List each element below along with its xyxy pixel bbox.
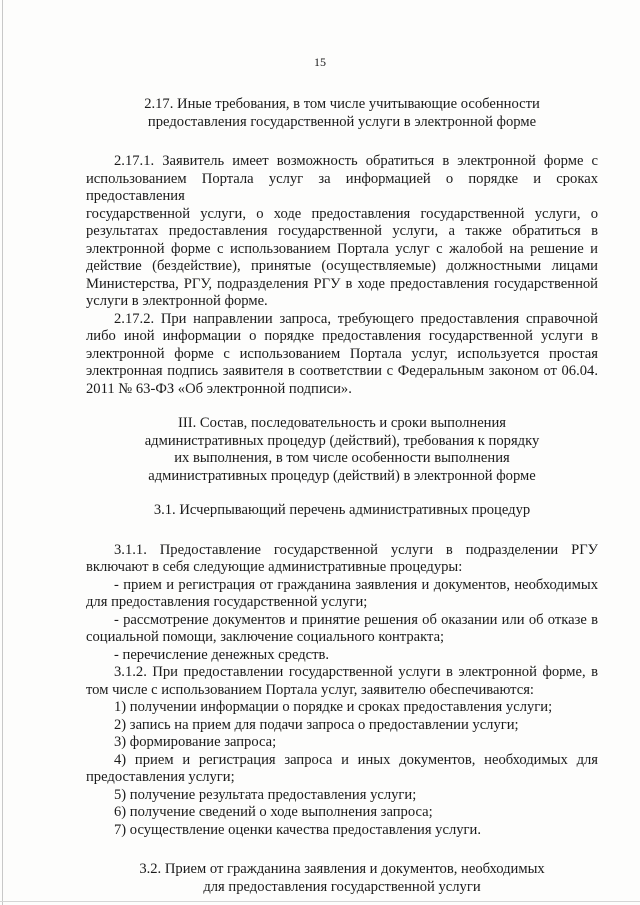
list-item: 4) прием и регистрация запроса и иных документов, необходимых для: [114, 751, 598, 768]
heading-line: для предоставления государственной услуги: [203, 878, 481, 895]
paragraph-2-17-1: [86, 153, 598, 311]
text-line: 2011 № 63-ФЗ «Об электронной подписи».: [86, 380, 352, 397]
scan-edge-left: [2, 0, 3, 905]
list-item: 7) осуществление оценки качества предоставления услуги.: [114, 821, 481, 838]
text-line: услуги в электронной форме.: [86, 293, 268, 309]
scan-edge-bottom: [0, 901, 640, 902]
heading-line: 2.17. Иные требования, в том числе учитывающие особенности: [144, 96, 540, 112]
text-line: 2.17.2. При направлении запроса, требующего предоставления справочной: [114, 310, 598, 327]
heading-line: III. Состав, последовательность и сроки выполнения: [177, 415, 507, 431]
text-line: электронной форме с использованием Портала услуг, используется простая: [86, 345, 598, 362]
page-number: 15: [314, 55, 326, 69]
text-line: 3.1.2. При предоставлении государственной услуги в электронной форме, в: [114, 664, 598, 680]
text-line: предоставления услуги;: [86, 769, 235, 785]
section-2-17-heading: [86, 96, 598, 131]
heading-line: предоставления государственной услуги в электронной форме: [147, 113, 537, 130]
heading-line: 3.2. Прием от гражданина заявления и документов, необходимых: [139, 861, 545, 877]
section-3-1-heading: [86, 502, 598, 520]
text-line: том числе с использованием Портала услуг, заявителю обеспечиваются:: [86, 681, 534, 698]
list-item: 2) запись на прием для подачи запроса о предоставлении услуги;: [114, 716, 519, 733]
text-line: 2.17.1. Заявитель имеет возможность обратиться в электронной форме с: [114, 153, 598, 169]
text-line: включают в себя следующие административные процедуры:: [86, 559, 463, 575]
heading-line: административных процедур (действий) в электронной форме: [148, 467, 536, 484]
section-3-2-heading: [86, 861, 598, 896]
paragraph-3-1-1: [86, 542, 598, 665]
text-line: социальной помощи, заключение социального контракта;: [86, 629, 445, 645]
text-line: Министерства, РГУ, подразделения РГУ в ходе предоставления государственной: [86, 275, 598, 292]
text-line: электронной форме с использованием Портала услуг с жалобой на решение и: [86, 240, 598, 257]
list-item: 3) формирование запроса;: [114, 734, 277, 750]
paragraph-2-17-2: [86, 311, 598, 399]
list-item: 6) получение сведений о ходе выполнения запроса;: [114, 804, 433, 820]
text-line: действие (бездействие), принятые (осуществляемые) должностными лицами: [86, 258, 598, 274]
heading-line: их выполнения, в том числе особенности выполнения: [174, 450, 510, 466]
text-line: 3.1.1. Предоставление государственной услуги в подразделении РГУ: [114, 541, 598, 558]
text-line: использованием Портала услуг за информацией о порядке и сроках предоставления: [86, 170, 598, 204]
list-item: 1) получении информации о порядке и сроках предоставления услуги;: [114, 699, 553, 715]
list-item: - прием и регистрация от гражданина заявления и документов, необходимых: [114, 576, 598, 593]
text-line: для предоставления государственной услуги;: [86, 594, 368, 610]
list-item: - перечисление денежных средств.: [114, 646, 330, 663]
heading-line: административных процедур (действий), требования к порядку: [144, 432, 540, 449]
paragraph-3-1-2: [86, 664, 598, 839]
text-line: электронная подпись заявителя в соответствии с Федеральным законом от 06.04.: [86, 363, 598, 379]
list-item: - рассмотрение документов и принятие решения об оказании или об отказе в: [114, 611, 598, 628]
text-line: государственной услуги, о ходе предоставления государственной услуги, о: [86, 205, 598, 222]
section-3-heading: [86, 415, 598, 485]
document-body: [86, 96, 598, 896]
list-item: 5) получение результата предоставления услуги;: [114, 786, 417, 803]
text-line: либо иной информации о порядке предоставления государственной услуги в: [86, 328, 598, 344]
heading-line: 3.1. Исчерпывающий перечень административных процедур: [153, 502, 531, 518]
text-line: результатах предоставления государственной услуги, а также обратиться в: [86, 223, 598, 239]
